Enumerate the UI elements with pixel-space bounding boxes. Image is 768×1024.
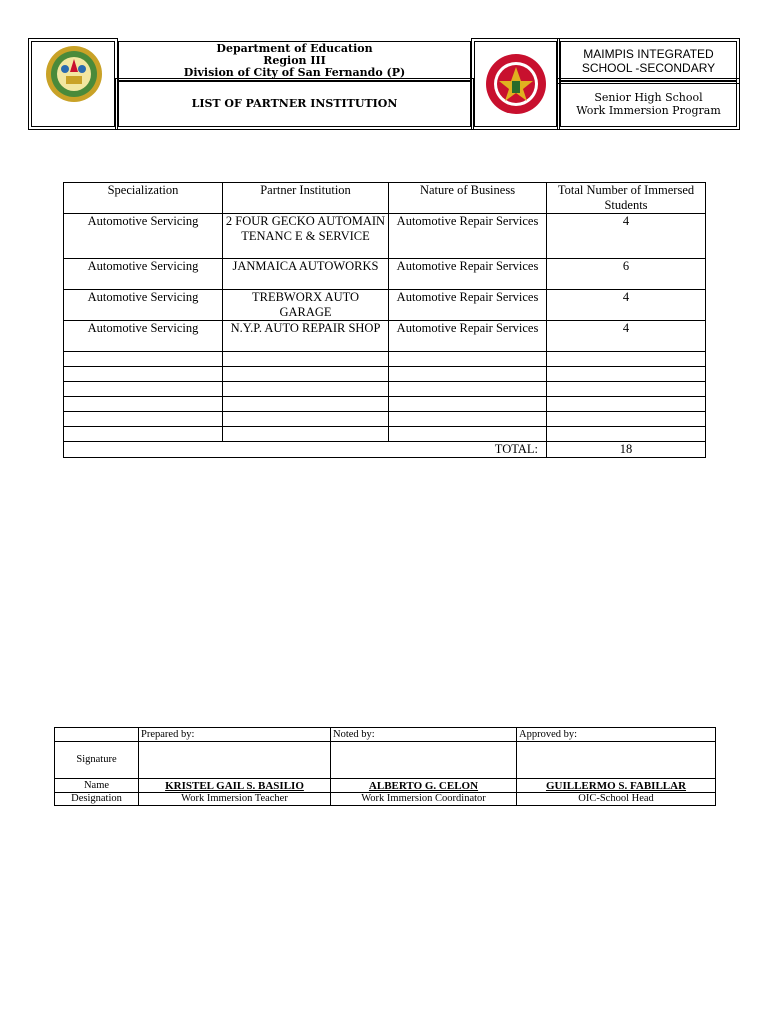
table-header-row xyxy=(64,183,706,214)
cell-total: 6 xyxy=(547,259,706,290)
approved-signature-cell xyxy=(517,742,716,779)
dept-line1: Department of Education xyxy=(216,42,373,55)
name-label: Name xyxy=(55,779,139,793)
noted-by-label: Noted by: xyxy=(331,728,517,742)
col-header-partner: Partner Institution xyxy=(223,183,389,214)
program-line2: Work Immersion Program xyxy=(576,104,721,117)
program-line1: Senior High School xyxy=(594,91,703,104)
prepared-designation: Work Immersion Teacher xyxy=(139,793,331,806)
cell-partner: JANMAICA AUTOWORKS xyxy=(223,259,389,290)
total-value: 18 xyxy=(547,442,706,458)
cell-partner: 2 FOUR GECKO AUTOMAINTENANC E & SERVICE xyxy=(223,214,389,259)
dept-line2: Region III xyxy=(263,54,326,67)
noted-name: ALBERTO G. CELON xyxy=(331,779,517,793)
deped-seal-icon xyxy=(32,42,116,128)
col-header-specialization: Specialization xyxy=(64,183,223,214)
empty-row xyxy=(64,367,706,382)
noted-signature-cell xyxy=(331,742,517,779)
school-seal-icon xyxy=(483,51,549,117)
prepared-by-label: Prepared by: xyxy=(139,728,331,742)
dept-line3: Division of City of San Fernando (P) xyxy=(183,66,406,79)
cell-nature: Automotive Repair Services xyxy=(389,321,547,352)
table-row xyxy=(64,259,706,290)
school-line2: SCHOOL -SECONDARY xyxy=(581,61,716,75)
signature-table xyxy=(54,727,716,806)
school-name-box xyxy=(560,41,737,81)
deped-seal-box xyxy=(31,41,115,127)
cell-total: 4 xyxy=(547,321,706,352)
dept-box xyxy=(118,41,471,81)
cell-nature: Automotive Repair Services xyxy=(389,259,547,290)
partner-table xyxy=(63,182,706,458)
table-row xyxy=(64,290,706,321)
table-row xyxy=(64,321,706,352)
program-box xyxy=(560,81,737,127)
designation-row xyxy=(55,793,716,806)
prepared-signature-cell xyxy=(139,742,331,779)
cell-specialization: Automotive Servicing xyxy=(64,290,223,321)
school-seal-box xyxy=(474,41,557,127)
empty-row xyxy=(64,427,706,442)
cell-nature: Automotive Repair Services xyxy=(389,214,547,259)
table-row xyxy=(64,214,706,259)
col-header-nature: Nature of Business xyxy=(389,183,547,214)
empty-row xyxy=(64,412,706,427)
approved-name: GUILLERMO S. FABILLAR xyxy=(517,779,716,793)
sig-header-row xyxy=(55,728,716,742)
empty-row xyxy=(64,382,706,397)
empty-row xyxy=(64,397,706,412)
total-label: TOTAL: xyxy=(64,442,547,458)
noted-designation: Work Immersion Coordinator xyxy=(331,793,517,806)
cell-specialization: Automotive Servicing xyxy=(64,321,223,352)
signature-row xyxy=(55,742,716,779)
school-line1: MAIMPIS INTEGRATED xyxy=(583,47,714,61)
signature-label: Signature xyxy=(55,742,139,779)
cell-specialization: Automotive Servicing xyxy=(64,214,223,259)
cell-nature: Automotive Repair Services xyxy=(389,290,547,321)
empty-row xyxy=(64,352,706,367)
doc-title: LIST OF PARTNER INSTITUTION xyxy=(191,97,398,110)
approved-designation: OIC-School Head xyxy=(517,793,716,806)
total-row xyxy=(64,442,706,458)
doc-title-box xyxy=(118,81,471,127)
prepared-name: KRISTEL GAIL S. BASILIO xyxy=(139,779,331,793)
approved-by-label: Approved by: xyxy=(517,728,716,742)
cell-total: 4 xyxy=(547,290,706,321)
cell-total: 4 xyxy=(547,214,706,259)
cell-partner: N.Y.P. AUTO REPAIR SHOP xyxy=(223,321,389,352)
name-row xyxy=(55,779,716,793)
cell-partner: TREBWORX AUTO GARAGE xyxy=(223,290,389,321)
designation-label: Designation xyxy=(55,793,139,806)
col-header-total: Total Number of Immersed Students xyxy=(547,183,706,214)
cell-specialization: Automotive Servicing xyxy=(64,259,223,290)
